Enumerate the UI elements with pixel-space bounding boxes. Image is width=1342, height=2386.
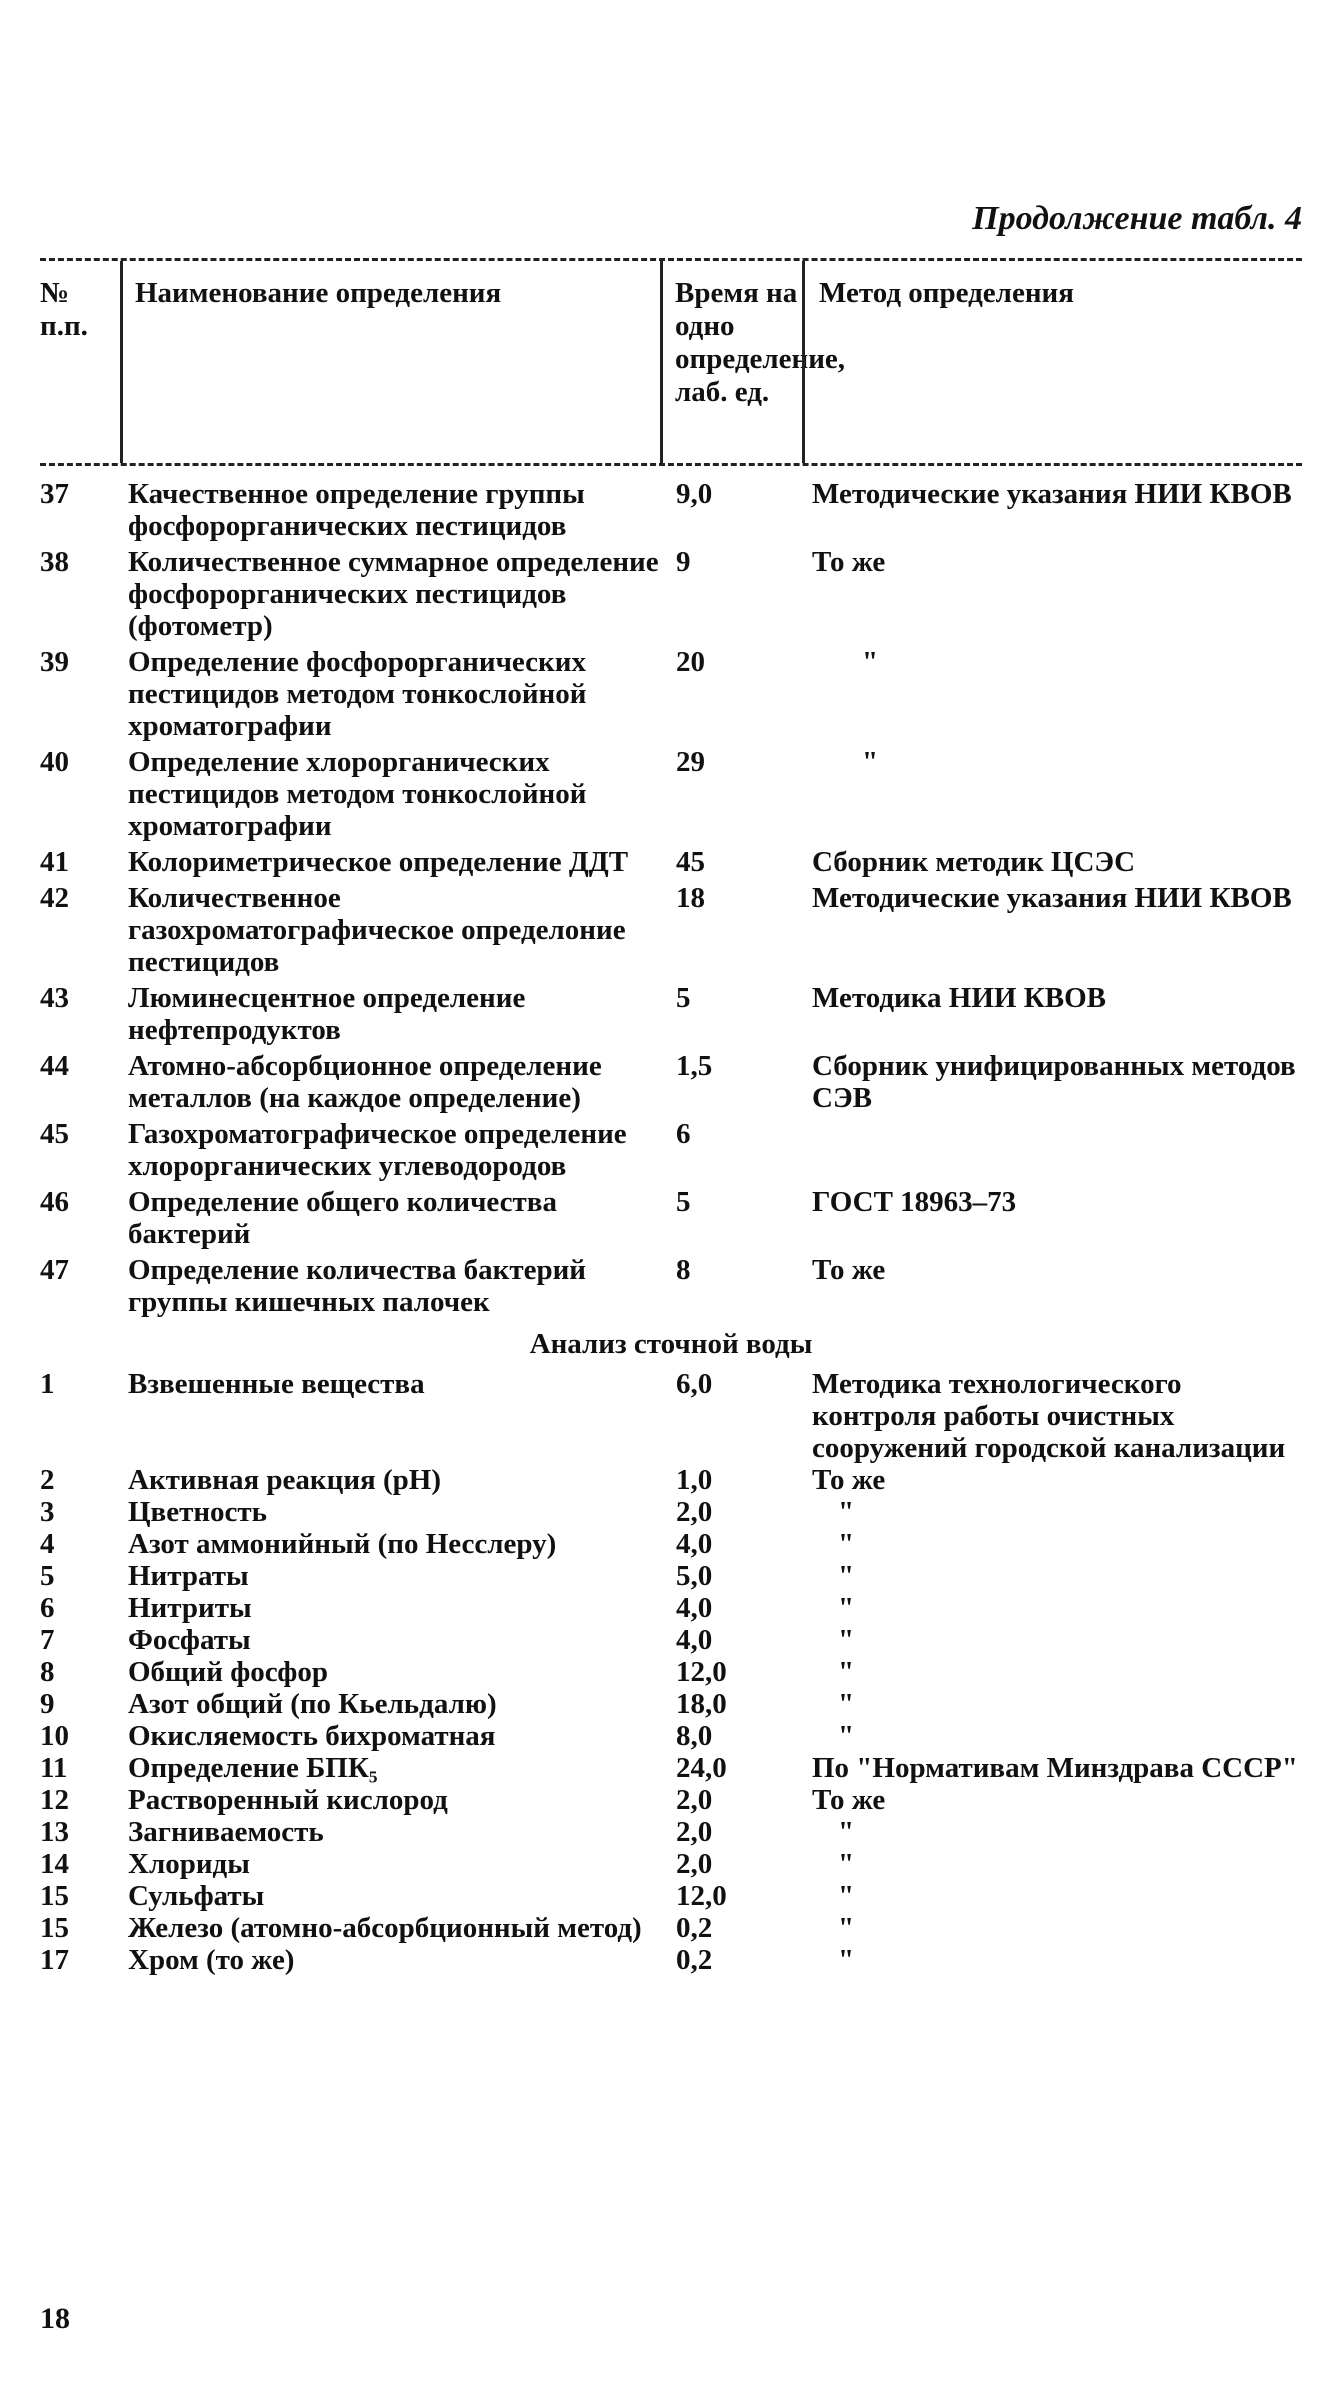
cell-time: 0,2 <box>676 1944 713 1976</box>
table-row <box>40 1688 1302 1720</box>
cell-method: " <box>838 1592 855 1624</box>
cell-method: То же <box>812 1464 886 1496</box>
cell-time: 2,0 <box>676 1496 713 1528</box>
table-row <box>40 1368 1302 1464</box>
rows-block-a <box>40 478 1302 1318</box>
cell-time: 5,0 <box>676 1560 713 1592</box>
cell-method: ГОСТ 18963–73 <box>812 1186 1017 1218</box>
cell-name: Растворенный кислород <box>128 1784 448 1816</box>
cell-number: 5 <box>40 1560 55 1592</box>
cell-time: 4,0 <box>676 1624 713 1656</box>
cell-number: 1 <box>40 1368 55 1400</box>
cell-number: 9 <box>40 1688 55 1720</box>
cell-number: 7 <box>40 1624 55 1656</box>
cell-number: 37 <box>40 478 69 510</box>
cell-time: 12,0 <box>676 1880 727 1912</box>
cell-number: 11 <box>40 1752 68 1784</box>
table-row <box>40 1186 1302 1250</box>
table-row <box>40 982 1302 1046</box>
cell-method: Сборник методик ЦСЭС <box>812 846 1136 878</box>
cell-number: 46 <box>40 1186 69 1218</box>
cell-time: 20 <box>676 646 705 678</box>
cell-method: " <box>838 1880 855 1912</box>
cell-time: 29 <box>676 746 705 778</box>
cell-time: 1,0 <box>676 1464 713 1496</box>
table-row <box>40 1912 1302 1944</box>
table-row <box>40 1848 1302 1880</box>
cell-method <box>802 1118 1302 1182</box>
cell-method: Методика НИИ КВОВ <box>812 982 1106 1014</box>
cell-method: " <box>838 1496 855 1528</box>
cell-name: Количественное газохроматографическое определоние пестицидов <box>128 882 626 978</box>
cell-time: 8 <box>676 1254 691 1286</box>
cell-method: " <box>862 746 879 778</box>
cell-name: Определение БПК₅ <box>128 1752 378 1784</box>
cell-number: 40 <box>40 746 69 778</box>
cell-time: 12,0 <box>676 1656 727 1688</box>
cell-method: " <box>838 1912 855 1944</box>
cell-time: 18 <box>676 882 705 914</box>
cell-name: Нитраты <box>128 1560 249 1592</box>
section-title: Анализ сточной воды <box>529 1328 813 1360</box>
cell-name: Сульфаты <box>128 1880 265 1912</box>
rows-block-b <box>40 1368 1302 1976</box>
table-row <box>40 546 1302 642</box>
cell-name: Общий фосфор <box>128 1656 328 1688</box>
cell-name: Колориметрическое определение ДДТ <box>128 846 629 878</box>
table-row <box>40 1944 1302 1976</box>
column-header-time: Время на одно определение, лаб. ед. <box>660 261 802 463</box>
cell-time: 2,0 <box>676 1784 713 1816</box>
cell-name: Количественное суммарное определение фосфорорганических пестицидов (фотометр) <box>128 546 659 642</box>
cell-name: Железо (атомно-абсорбционный метод) <box>128 1912 642 1944</box>
cell-number: 2 <box>40 1464 55 1496</box>
cell-name: Газохроматографическое определение хлорорганических углеводородов <box>128 1118 627 1182</box>
cell-time: 9,0 <box>676 478 713 510</box>
cell-number: 10 <box>40 1720 69 1752</box>
cell-method: Сборник унифицированных методов СЭВ <box>812 1050 1296 1114</box>
cell-name: Азот аммонийный (по Несслеру) <box>128 1528 557 1560</box>
cell-number: 41 <box>40 846 69 878</box>
cell-method: " <box>838 1688 855 1720</box>
cell-number: 8 <box>40 1656 55 1688</box>
column-header-number: № п.п. <box>40 277 88 342</box>
cell-method: Методика технологического контроля работы очистных сооружений городской канализации <box>812 1368 1286 1464</box>
cell-name: Взвешенные вещества <box>128 1368 425 1400</box>
cell-number: 3 <box>40 1496 55 1528</box>
cell-time: 24,0 <box>676 1752 727 1784</box>
cell-name: Атомно-абсорбционное определение металлов (на каждое определение) <box>128 1050 602 1114</box>
cell-time: 4,0 <box>676 1592 713 1624</box>
table-row <box>40 1624 1302 1656</box>
cell-number: 17 <box>40 1944 69 1976</box>
table-row <box>40 1592 1302 1624</box>
cell-time: 18,0 <box>676 1688 727 1720</box>
cell-name: Определение фосфорорганических пестицидов методом тонкослойной хроматографии <box>128 646 587 742</box>
cell-number: 15 <box>40 1880 69 1912</box>
cell-number: 6 <box>40 1592 55 1624</box>
cell-method: То же <box>812 546 886 578</box>
cell-method: " <box>838 1656 855 1688</box>
table-row <box>40 478 1302 542</box>
cell-number: 43 <box>40 982 69 1014</box>
cell-number: 47 <box>40 1254 69 1286</box>
cell-method: Методические указания НИИ КВОВ <box>812 478 1292 510</box>
table-row <box>40 1720 1302 1752</box>
cell-method: " <box>838 1624 855 1656</box>
cell-name: Определение количества бактерий группы кишечных палочек <box>128 1254 587 1318</box>
cell-time: 1,5 <box>676 1050 713 1082</box>
table-row <box>40 746 1302 842</box>
table-continuation-caption: Продолжение табл. 4 <box>972 200 1302 237</box>
table-row <box>40 1880 1302 1912</box>
table-row <box>40 1254 1302 1318</box>
table-row <box>40 1656 1302 1688</box>
table-row <box>40 1118 1302 1182</box>
cell-method: " <box>838 1816 855 1848</box>
cell-number: 13 <box>40 1816 69 1848</box>
table-body <box>40 478 1302 1976</box>
cell-name: Нитриты <box>128 1592 252 1624</box>
cell-number: 42 <box>40 882 69 914</box>
cell-number: 38 <box>40 546 69 578</box>
cell-name: Загниваемость <box>128 1816 324 1848</box>
cell-name: Активная реакция (pH) <box>128 1464 441 1496</box>
cell-name: Хром (то же) <box>128 1944 295 1976</box>
cell-number: 4 <box>40 1528 55 1560</box>
cell-number: 45 <box>40 1118 69 1150</box>
cell-number: 14 <box>40 1848 69 1880</box>
table-row <box>40 846 1302 878</box>
cell-name: Хлориды <box>128 1848 250 1880</box>
cell-name: Люминесцентное определение нефтепродуктов <box>128 982 526 1046</box>
cell-name: Определение общего количества бактерий <box>128 1186 557 1250</box>
table-row <box>40 1560 1302 1592</box>
table-row <box>40 1816 1302 1848</box>
cell-number: 39 <box>40 646 69 678</box>
cell-name: Окисляемость бихроматная <box>128 1720 496 1752</box>
table-row <box>40 1050 1302 1114</box>
column-header-method: Метод определения <box>802 261 1302 463</box>
cell-time: 2,0 <box>676 1848 713 1880</box>
cell-method: " <box>838 1720 855 1752</box>
cell-number: 44 <box>40 1050 69 1082</box>
cell-time: 2,0 <box>676 1816 713 1848</box>
cell-time: 5 <box>676 1186 691 1218</box>
cell-name: Цветность <box>128 1496 267 1528</box>
cell-method: По "Нормативам Минздрава СССР" <box>812 1752 1298 1784</box>
page-number: 18 <box>40 2302 70 2335</box>
cell-method: " <box>862 646 879 678</box>
table-row <box>40 1496 1302 1528</box>
table-header <box>40 258 1302 466</box>
cell-number: 15 <box>40 1912 69 1944</box>
table-row <box>40 1784 1302 1816</box>
cell-name: Качественное определение группы фосфорорганических пестицидов <box>128 478 585 542</box>
cell-name: Фосфаты <box>128 1624 251 1656</box>
cell-time: 6,0 <box>676 1368 713 1400</box>
cell-name: Определение хлорорганических пестицидов методом тонкослойной хроматографии <box>128 746 587 842</box>
cell-time: 0,2 <box>676 1912 713 1944</box>
cell-name: Азот общий (по Кьельдалю) <box>128 1688 497 1720</box>
cell-method: То же <box>812 1784 886 1816</box>
table-row <box>40 646 1302 742</box>
cell-time: 6 <box>676 1118 691 1150</box>
table-row <box>40 1752 1302 1784</box>
cell-method: " <box>838 1944 855 1976</box>
cell-method: " <box>838 1848 855 1880</box>
cell-time: 45 <box>676 846 705 878</box>
cell-method: Методические указания НИИ КВОВ <box>812 882 1292 914</box>
column-header-name: Наименование определения <box>120 261 660 463</box>
cell-time: 4,0 <box>676 1528 713 1560</box>
table-row <box>40 1528 1302 1560</box>
cell-time: 9 <box>676 546 691 578</box>
table-row <box>40 882 1302 978</box>
cell-method: " <box>838 1560 855 1592</box>
cell-time: 8,0 <box>676 1720 713 1752</box>
cell-number: 12 <box>40 1784 69 1816</box>
table-row <box>40 1464 1302 1496</box>
cell-method: " <box>838 1528 855 1560</box>
cell-method: То же <box>812 1254 886 1286</box>
cell-time: 5 <box>676 982 691 1014</box>
